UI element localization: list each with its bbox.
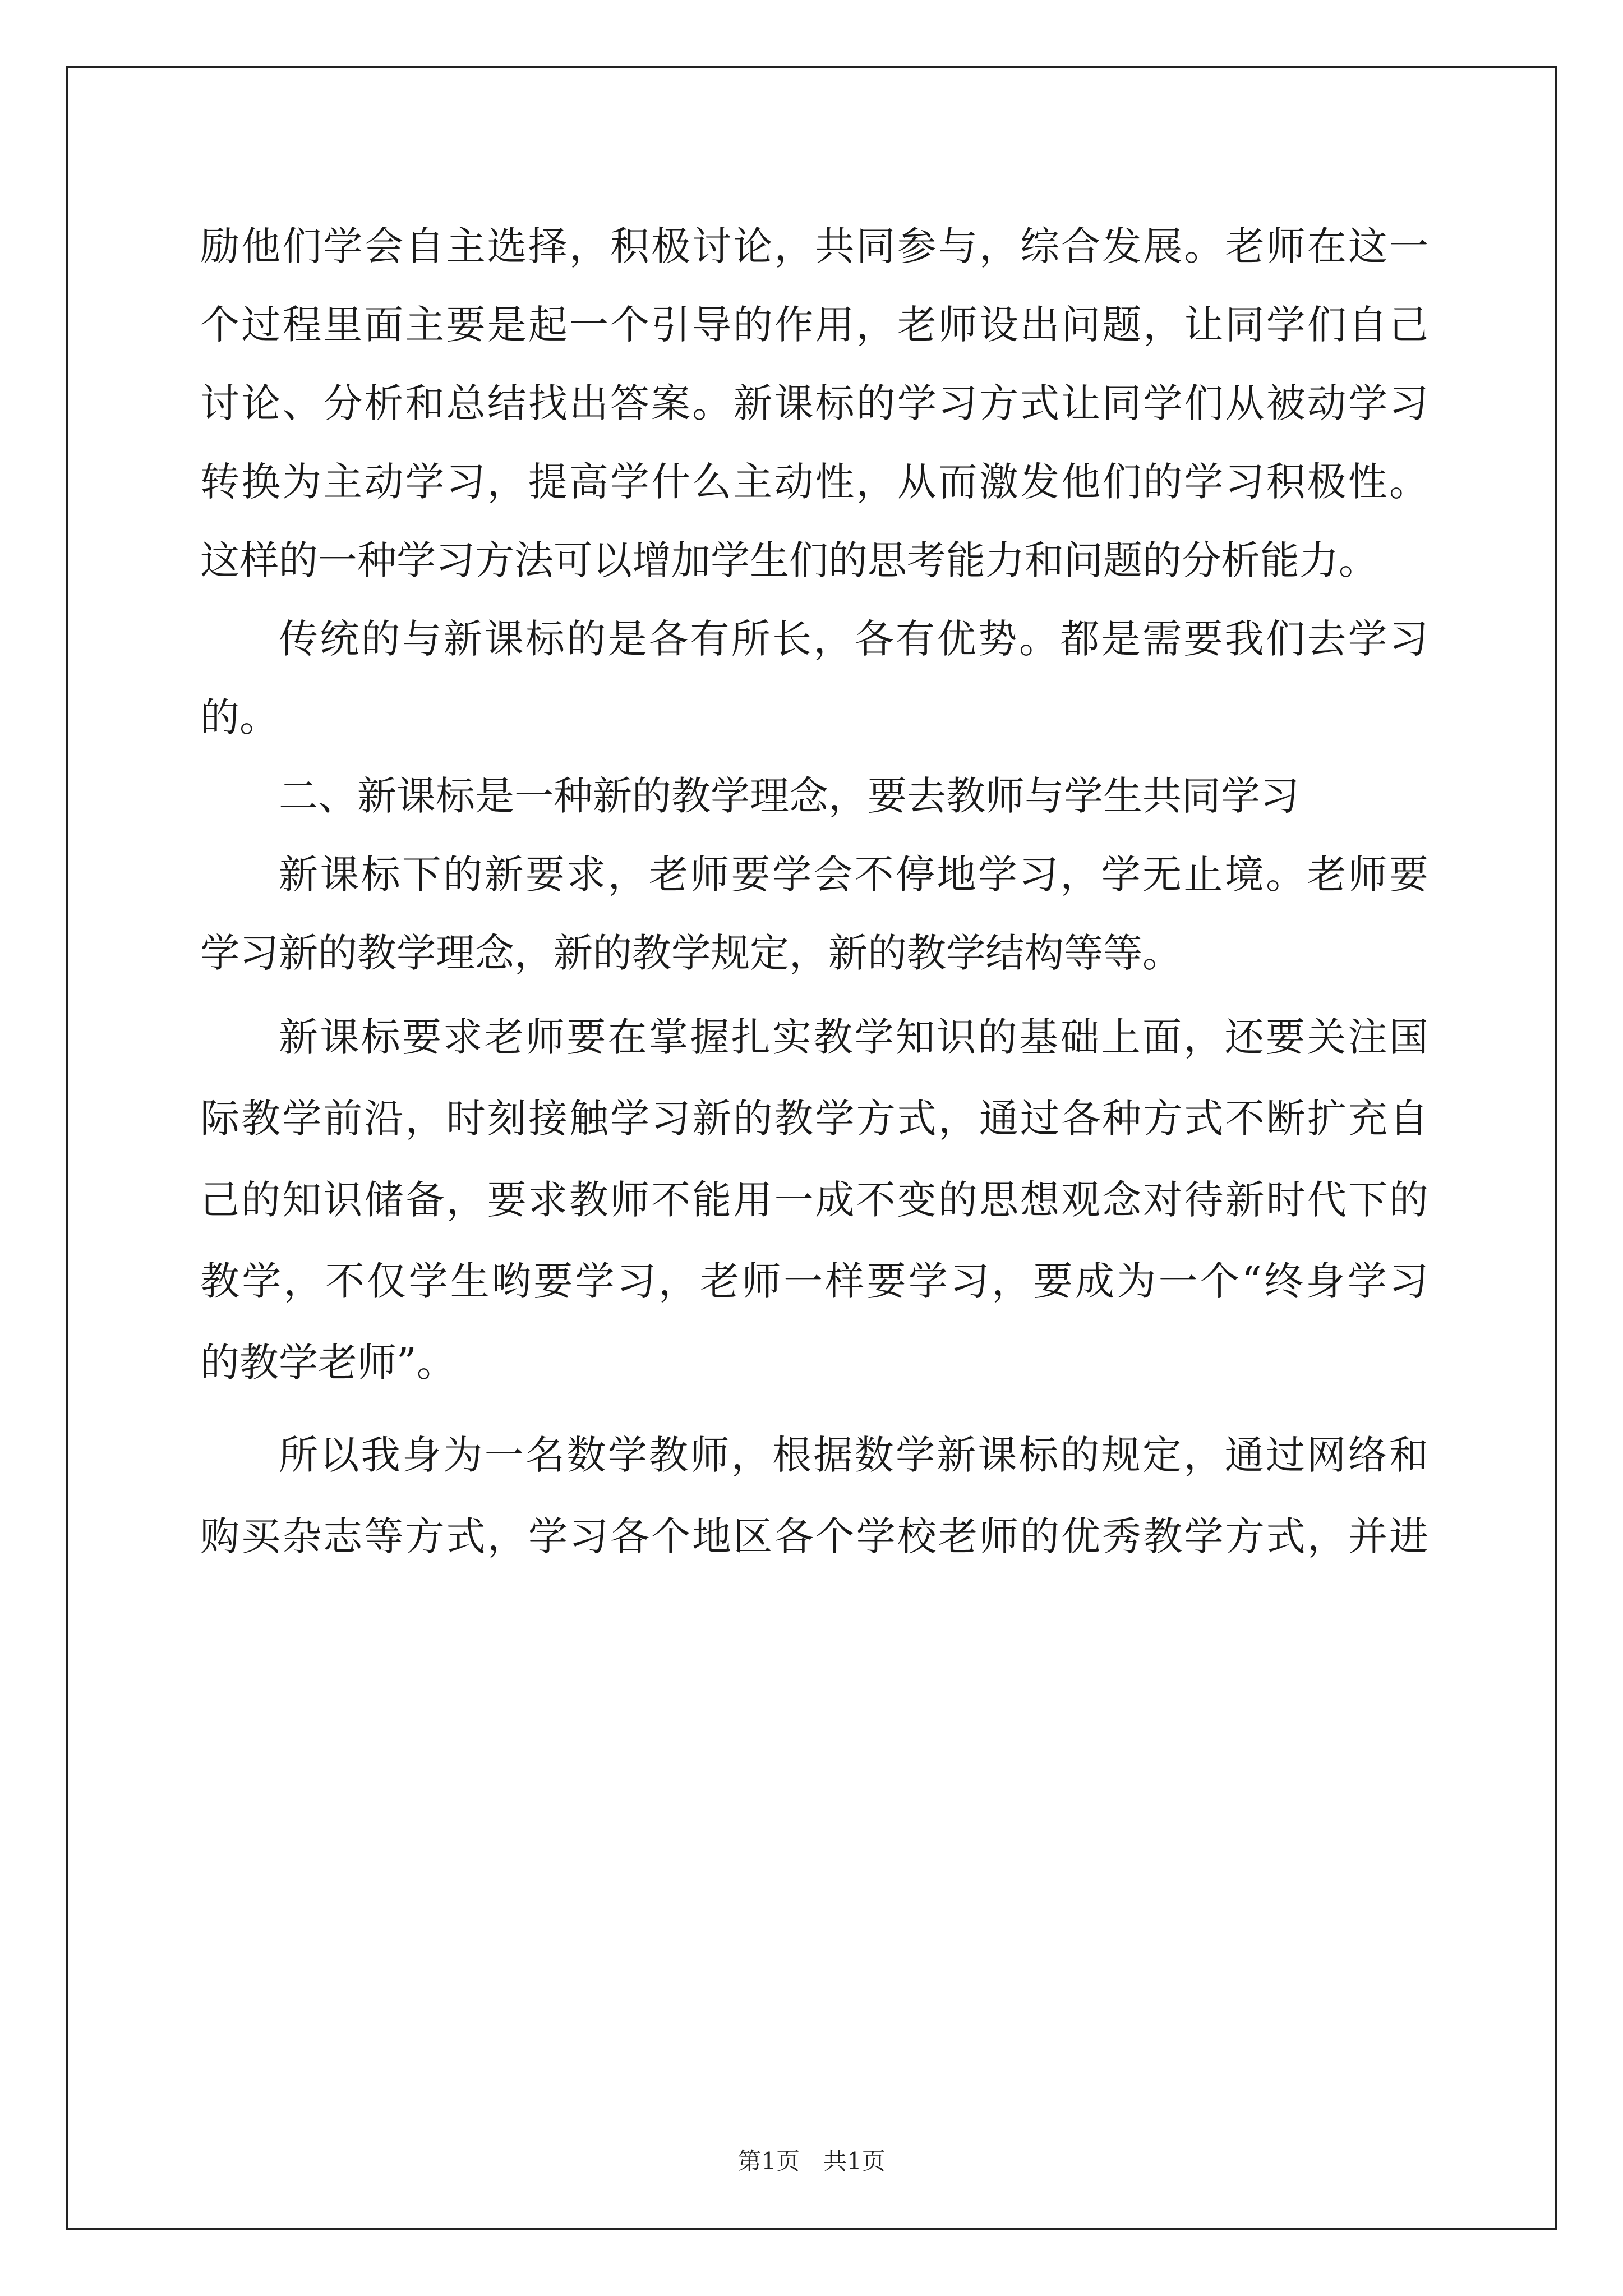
text-line: 新课标下的新要求，老师要学会不停地学习，学无止境。老师要 (279, 852, 1428, 898)
text-line: 励他们学会自主选择，积极讨论，共同参与，综合发展。老师在这一 (200, 223, 1428, 269)
page-number-footer: 第1页 共1页 (737, 2147, 886, 2175)
text-line: 新课标要求老师要在掌握扎实教学知识的基础上面，还要关注国 (279, 1014, 1428, 1060)
text-line: 教学，不仅学生哟要学习，老师一样要学习，要成为一个“终身学习 (200, 1258, 1428, 1304)
text-line: 讨论、分析和总结找出答案。新课标的学习方式让同学们从被动学习 (200, 380, 1428, 426)
text-line: 个过程里面主要是起一个引导的作用，老师设出问题，让同学们自己 (200, 302, 1428, 348)
text-line: 己的知识储备，要求教师不能用一成不变的思想观念对待新时代下的 (200, 1177, 1428, 1223)
text-line: 转换为主动学习，提高学什么主动性，从而激发他们的学习积极性。 (200, 459, 1428, 505)
text-line: 际教学前沿，时刻接触学习新的教学方式，通过各种方式不断扩充自 (200, 1096, 1428, 1142)
text-line: 所以我身为一名数学教师，根据数学新课标的规定，通过网络和 (279, 1432, 1428, 1478)
text-line: 这样的一种学习方法可以增加学生们的思考能力和问题的分析能力。 (200, 537, 1378, 583)
text-line: 学习新的教学理念，新的教学规定，新的教学结构等等。 (200, 930, 1182, 976)
text-line: 购买杂志等方式，学习各个地区各个学校老师的优秀教学方式，并进 (200, 1513, 1428, 1559)
text-line: 二、新课标是一种新的教学理念，要去教师与学生共同学习 (279, 773, 1299, 819)
text-line: 传统的与新课标的是各有所长，各有优势。都是需要我们去学习 (279, 616, 1428, 662)
text-line: 的教学老师”。 (200, 1340, 456, 1386)
text-line: 的。 (200, 694, 279, 740)
